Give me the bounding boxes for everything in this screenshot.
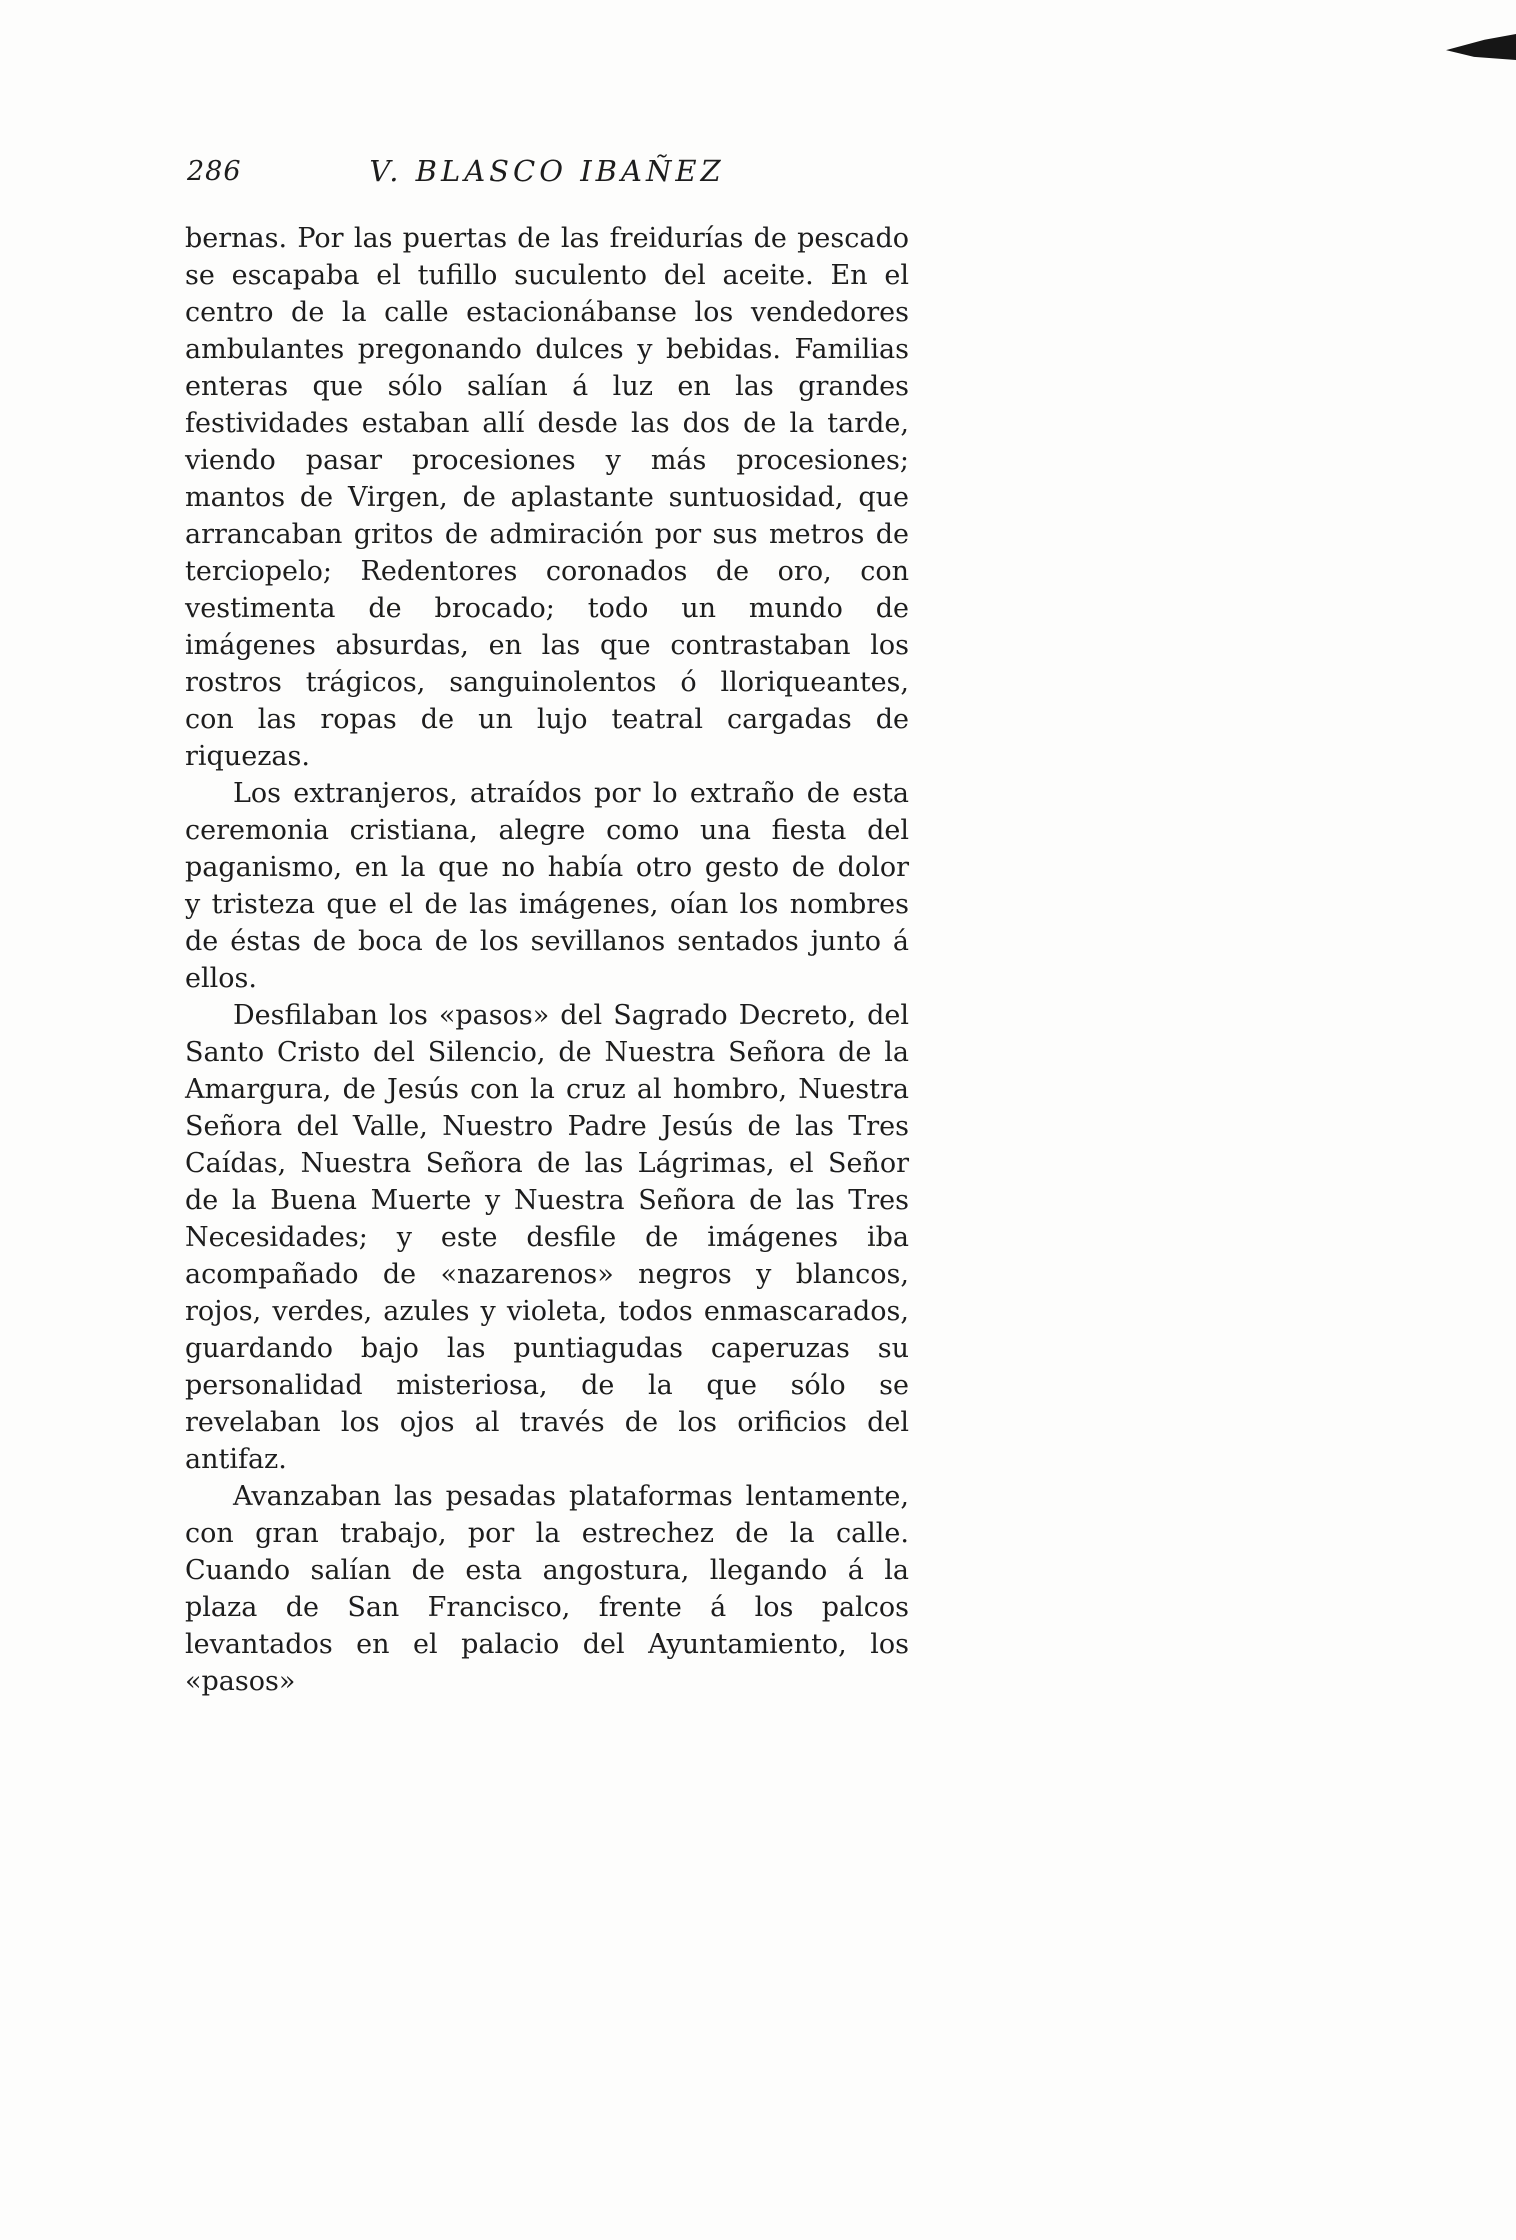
- body-text: [185, 220, 909, 1700]
- paragraph: Los extranjeros, atraídos por lo extraño de esta ceremonia cristiana, alegre como una fiesta del paganismo, en la que no había otro gesto de dolor y tristeza que el de las imágenes, oían los nombres de éstas de boca de los sevillanos sentados junto á ellos.: [185, 778, 909, 994]
- text-block: [185, 152, 909, 1700]
- paragraph: bernas. Por las puertas de las freidurías de pescado se escapaba el tufillo suculento del aceite. En el centro de la calle estacionábanse los vendedores ambulantes pregonando dulces y bebidas. Familias enteras que sólo salían á luz en las grandes festividades estaban allí desde las dos de la tarde, viendo pasar procesiones y más procesiones; mantos de Virgen, de aplastante suntuosidad, que arrancaban gritos de admiración por sus metros de terciopelo; Redentores coronados de oro, con vestimenta de brocado; todo un mundo de imágenes absurdas, en las que contrastaban los rostros trágicos, sanguinolentos ó lloriqueantes, con las ropas de un lujo teatral cargadas de riquezas.: [185, 223, 909, 772]
- running-title: V. BLASCO IBAÑEZ: [369, 154, 725, 188]
- paragraph: Avanzaban las pesadas plataformas lentamente, con gran trabajo, por la estrechez de la calle. Cuando salían de esta angostura, llegando á la plaza de San Francisco, frente á los palcos levantados en el palacio del Ayuntamiento, los «pasos»: [185, 1481, 909, 1697]
- page-number: 286: [187, 156, 242, 187]
- running-header: [185, 152, 909, 192]
- paragraph: Desfilaban los «pasos» del Sagrado Decreto, del Santo Cristo del Silencio, de Nuestra Señora de la Amargura, de Jesús con la cruz al hombro, Nuestra Señora del Valle, Nuestro Padre Jesús de las Tres Caídas, Nuestra Señora de las Lágrimas, el Señor de la Buena Muerte y Nuestra Señora de las Tres Necesidades; y este desfile de imágenes iba acompañado de «nazarenos» negros y blancos, rojos, verdes, azules y violeta, todos enmascarados, guardando bajo las puntiagudas caperuzas su personalidad misteriosa, de la que sólo se revelaban los ojos al través de los orificios del antifaz.: [185, 1000, 909, 1475]
- scan-artifact: [1446, 34, 1516, 60]
